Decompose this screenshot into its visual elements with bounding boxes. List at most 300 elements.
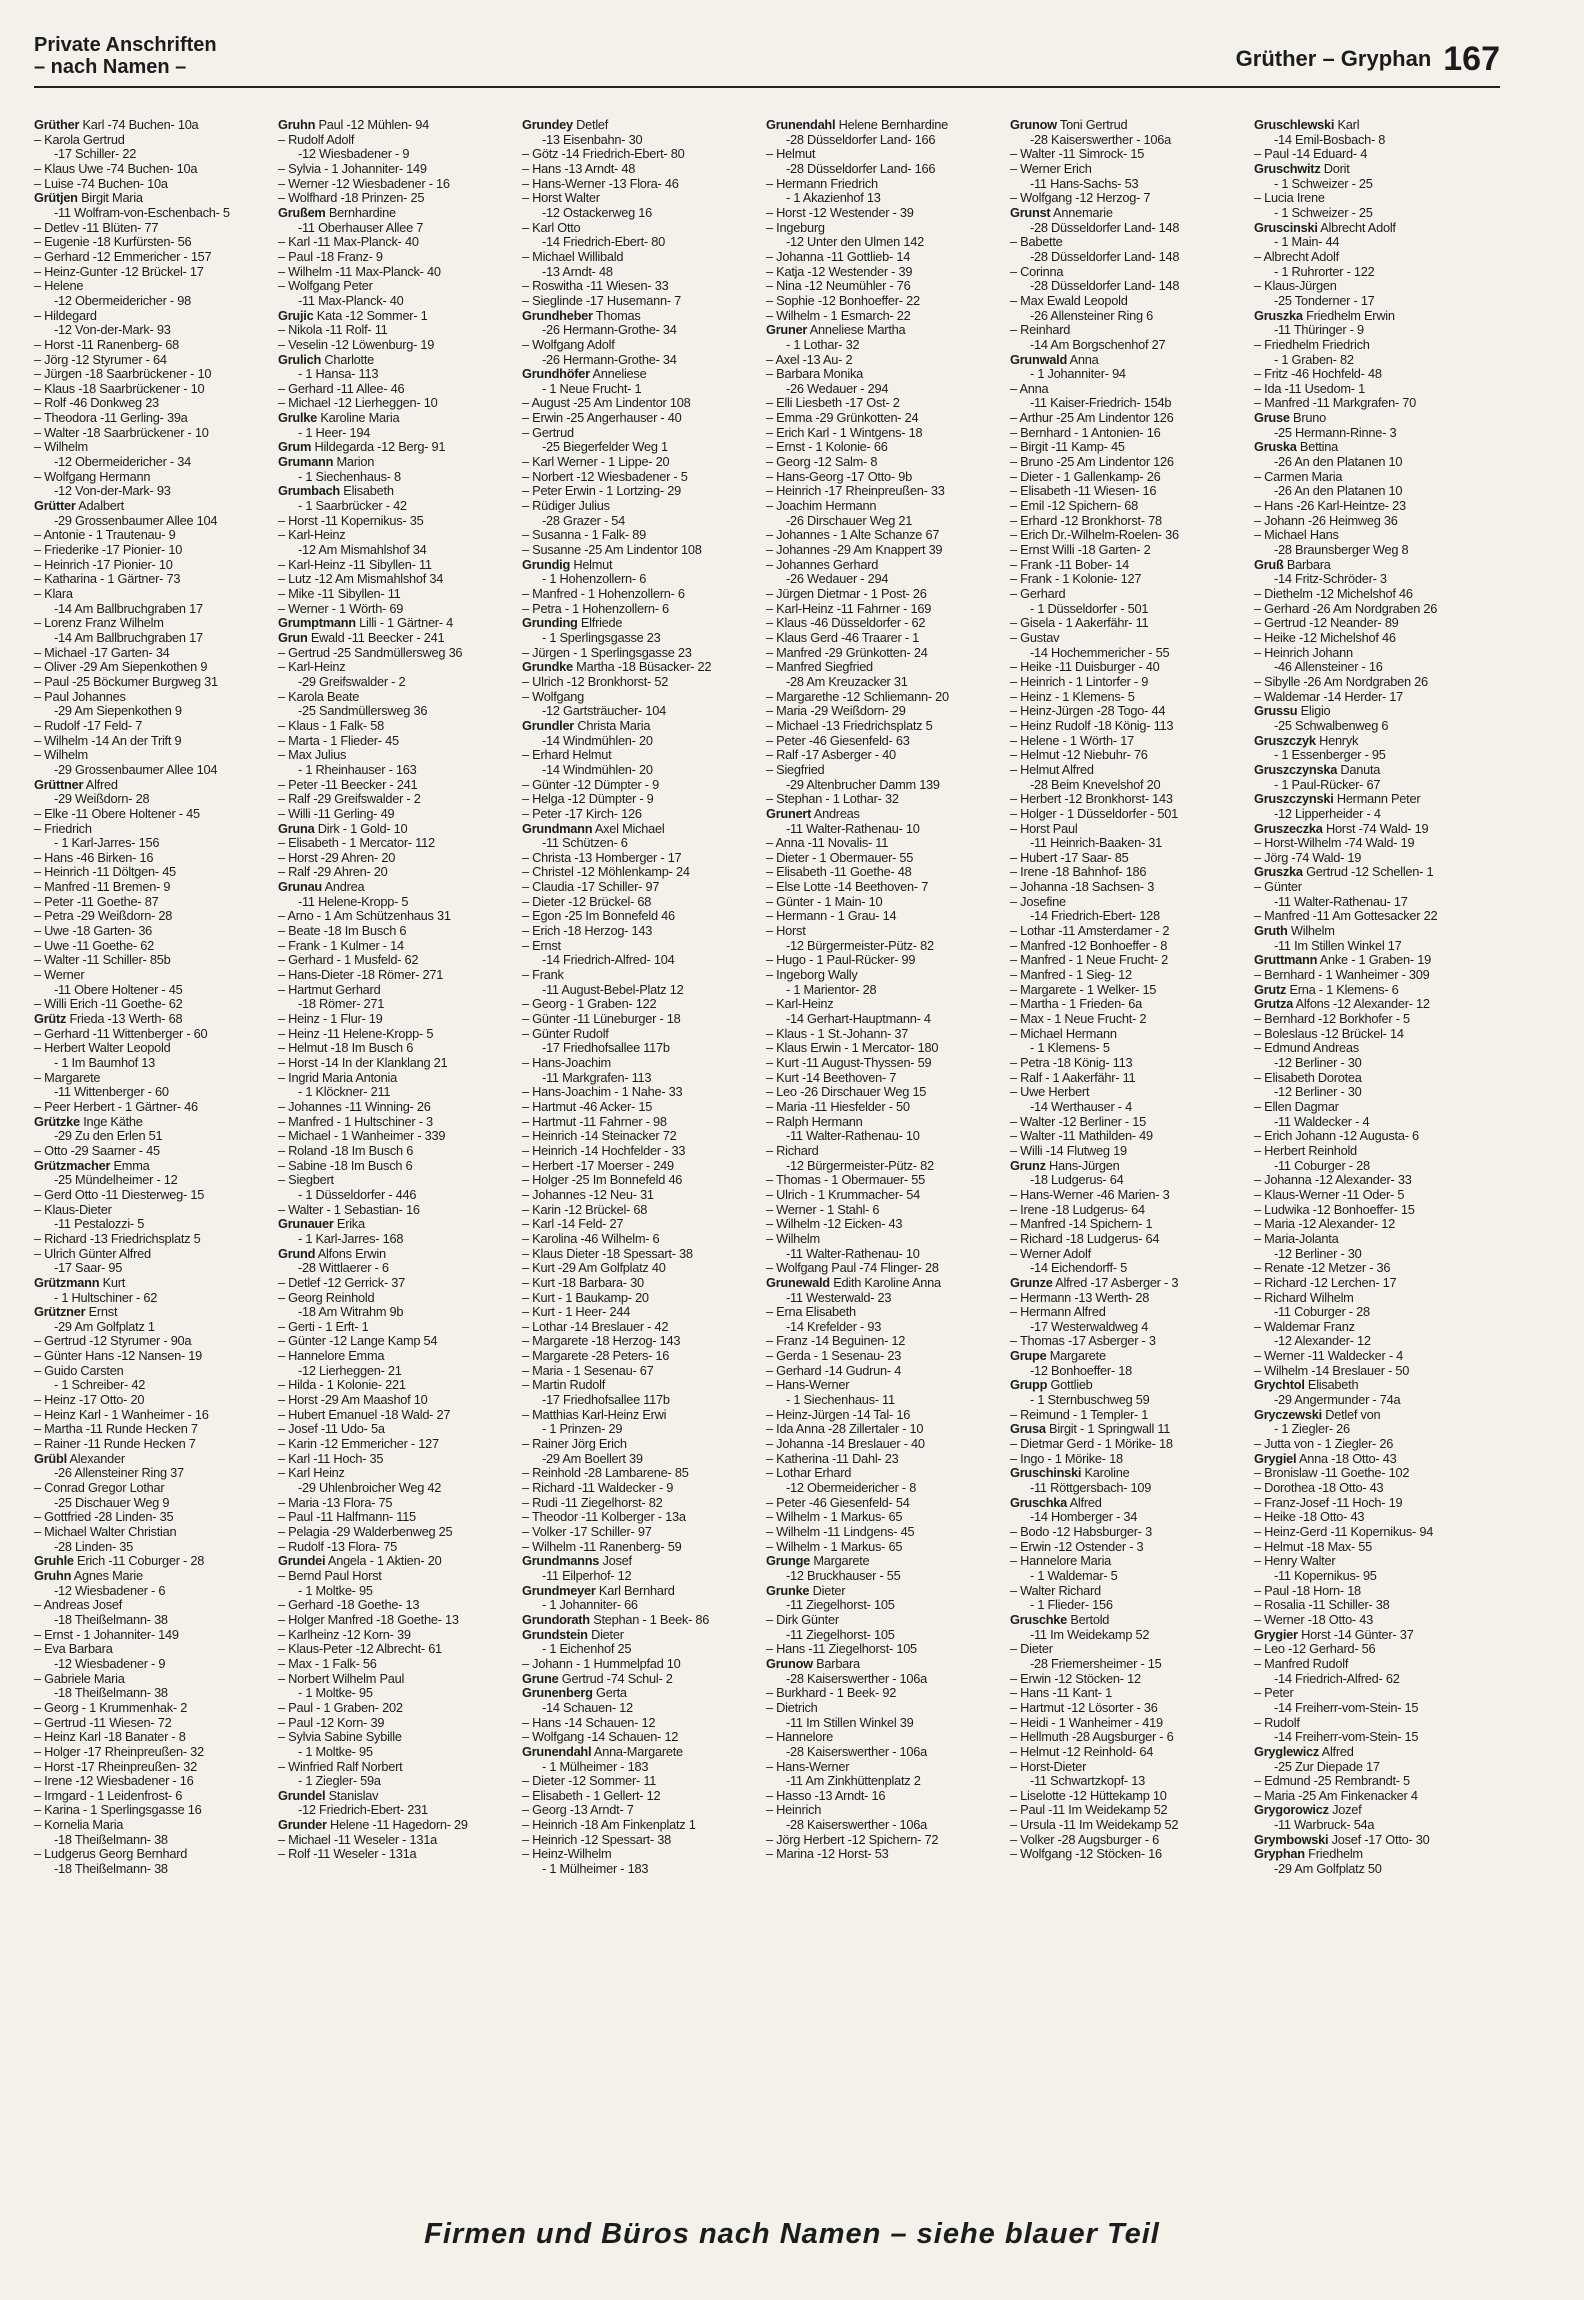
directory-entry: – Johannes -29 Am Knappert 39 — [766, 543, 943, 558]
surname: Gryglewicz — [1254, 1744, 1320, 1759]
directory-entry: -28 Düsseldorfer Land- 166 — [786, 132, 936, 147]
surname: Gruszka — [1254, 308, 1303, 323]
directory-entry: - 1 Siechenhaus- 8 — [298, 469, 401, 484]
directory-entry: – Pelagia -29 Walderbenweg 25 — [278, 1525, 453, 1539]
directory-entry: – Gerhard -11 Wittenberger - 60 — [34, 1026, 208, 1041]
directory-entry: - 1 Moltke- 95 — [298, 1686, 373, 1701]
directory-entry: – Hermann - 1 Grau- 14 — [766, 909, 897, 924]
surname-entry: Gruttmann Anke - 1 Graben- 19 — [1254, 953, 1431, 968]
directory-entry: -12 Bonhoeffer- 18 — [1030, 1363, 1132, 1378]
directory-entry: – Babette — [1010, 235, 1063, 250]
directory-entry: – Wilhelm -14 An der Trift 9 — [34, 733, 182, 748]
directory-entry: - 1 Klemens- 5 — [1030, 1041, 1110, 1056]
directory-entry: – Diethelm -12 Michelshof 46 — [1254, 587, 1413, 601]
directory-entry: – Michael -17 Garten- 34 — [34, 645, 170, 660]
surname-entry: Grundey Detlef — [522, 118, 609, 132]
directory-entry: – Michael Hans — [1254, 528, 1339, 543]
directory-entry: -28 Grazer - 54 — [542, 513, 626, 528]
surname-entry: Grymbowski Josef -17 Otto- 30 — [1254, 1832, 1430, 1847]
directory-entry: – Michael -12 Lierheggen- 10 — [278, 396, 438, 411]
directory-entry: – Heinz-Jürgen -14 Tal- 16 — [766, 1407, 911, 1422]
directory-entry: – Arthur -25 Am Lindentor 126 — [1010, 411, 1174, 426]
directory-entry: -14 Windmühlen- 20 — [542, 762, 653, 777]
directory-entry: -28 Linden- 35 — [54, 1539, 134, 1554]
directory-entry: -28 Kaiserswerther - 106a — [786, 1671, 927, 1686]
directory-entry: – Irmgard - 1 Leidenfrost- 6 — [34, 1788, 183, 1803]
directory-entry: – Karin -12 Brückel- 68 — [522, 1202, 648, 1217]
surname-entry: Gruszczyk Henryk — [1254, 733, 1359, 748]
directory-entry: – Thomas - 1 Obermauer- 55 — [766, 1173, 925, 1188]
directory-entry: – Franz -14 Beguinen- 12 — [766, 1334, 906, 1349]
directory-entry: – Johanna -18 Sachsen- 3 — [1010, 880, 1155, 895]
directory-entry: – Hans-Joachim — [522, 1056, 611, 1070]
directory-entry: - 1 Hohenzollern- 6 — [542, 572, 647, 587]
surname: Gruhn — [34, 1568, 72, 1583]
directory-entry: – Gerda - 1 Sesenau- 23 — [766, 1349, 902, 1364]
directory-entry: – Werner — [34, 968, 85, 983]
directory-entry: – Jörg -12 Styrumer - 64 — [34, 352, 167, 367]
footer-note: Firmen und Büros nach Namen – siehe blauer Teil — [424, 2218, 1160, 2250]
directory-entry: – Michael Hermann — [1010, 1026, 1117, 1041]
surname-entry: Grundel Stanislav — [278, 1788, 379, 1803]
directory-entry: -28 Braunsberger Weg 8 — [1274, 543, 1409, 558]
directory-entry: – Bronislaw -11 Goethe- 102 — [1254, 1466, 1410, 1481]
surname-entry: Grygiel Anna -18 Otto- 43 — [1254, 1451, 1397, 1466]
directory-entry: – Paul -18 Horn- 18 — [1254, 1583, 1361, 1598]
surname-entry: Grumbach Elisabeth — [278, 484, 394, 499]
directory-entry: – Axel -13 Au- 2 — [766, 352, 853, 367]
directory-entry: – Gertrud -25 Sandmüllersweg 36 — [278, 645, 463, 660]
directory-entry: – Herbert Walter Leopold — [34, 1041, 171, 1056]
directory-entry: – Karina - 1 Sperlingsgasse 16 — [34, 1803, 202, 1818]
directory-entry: – Maria -11 Hiesfelder - 50 — [766, 1099, 910, 1114]
directory-entry: – Werner -11 Waldecker - 4 — [1254, 1349, 1404, 1364]
directory-entry: – Heinz Rudolf -18 König- 113 — [1010, 718, 1174, 733]
directory-entry: -12 Am Mismahlshof 34 — [298, 543, 427, 558]
directory-entry: - 1 Sternbuschweg 59 — [1030, 1393, 1150, 1408]
directory-entry: -28 Friemersheimer - 15 — [1030, 1656, 1162, 1671]
directory-entry: -29 Grossenbaumer Allee 104 — [54, 762, 218, 777]
directory-entry: – Heinrich -11 Döltgen- 45 — [34, 865, 176, 880]
directory-entry: – Klaus-Peter -12 Albrecht- 61 — [278, 1642, 442, 1657]
surname-entry: Grunke Dieter — [766, 1583, 846, 1598]
directory-entry: – Wolfgang — [522, 689, 585, 704]
directory-entry: – Gabriele Maria — [34, 1671, 125, 1686]
directory-entry: -12 Berliner - 30 — [1274, 1056, 1362, 1070]
directory-entry: -12 Wiesbadener - 9 — [298, 147, 410, 162]
directory-entry: -11 Coburger - 28 — [1274, 1305, 1370, 1320]
surname-entry: Grübl Alexander — [34, 1451, 125, 1466]
directory-entry: – Leo -12 Gerhard- 56 — [1254, 1642, 1376, 1657]
directory-entry: – Johanna -11 Gottlieb- 14 — [766, 249, 911, 264]
directory-entry: -25 Tonderner - 17 — [1274, 293, 1375, 308]
surname: Gryphan — [1254, 1847, 1305, 1862]
surname-entry: Grunert Andreas — [766, 806, 860, 821]
directory-entry: – Nina -12 Neumühler - 76 — [766, 279, 911, 294]
directory-entry: -12 Berliner - 30 — [1274, 1246, 1362, 1261]
directory-entry: – Rudolf -13 Flora- 75 — [278, 1539, 397, 1554]
surname: Gruth — [1254, 924, 1288, 939]
page-range — [1236, 40, 1500, 79]
directory-column — [1254, 118, 1498, 2180]
directory-entry: -17 Schiller- 22 — [54, 147, 137, 162]
directory-entry: -29 Am Golfplatz 50 — [1274, 1862, 1382, 1877]
directory-entry: – Johanna -14 Breslauer - 40 — [766, 1437, 925, 1452]
directory-entry: – Klaus Gerd -46 Traarer - 1 — [766, 630, 920, 645]
directory-entry: – Helga -12 Dümpter - 9 — [522, 792, 654, 807]
directory-entry: - 1 Johanniter- 66 — [542, 1598, 638, 1613]
directory-entry: – Petra - 1 Hohenzollern- 6 — [522, 601, 669, 616]
directory-entry: – Michael -11 Weseler - 131a — [278, 1832, 437, 1847]
surname-entry: Gruna Dirk - 1 Gold- 10 — [278, 821, 408, 836]
directory-entry: – Arno - 1 Am Schützenhaus 31 — [278, 909, 451, 924]
directory-entry: – Ernst — [522, 938, 561, 953]
surname-entry: Grusa Birgit - 1 Springwall 11 — [1010, 1422, 1171, 1437]
directory-entry: -14 Schauen- 12 — [542, 1700, 633, 1715]
surname: Grupe — [1010, 1349, 1047, 1364]
surname: Gruse — [1254, 411, 1290, 426]
directory-entry: – Marina -12 Horst- 53 — [766, 1847, 889, 1862]
directory-entry: – Anna -11 Novalis- 11 — [766, 836, 889, 851]
directory-entry: – Paul -18 Franz- 9 — [278, 249, 383, 264]
directory-entry: – Wilhelm - 1 Esmarch- 22 — [766, 308, 911, 323]
surname: Grundel — [278, 1788, 326, 1803]
surname-entry: Grütjen Birgit Maria — [34, 191, 143, 206]
directory-entry: – Hans -11 Kant- 1 — [1010, 1686, 1112, 1701]
directory-entry: -11 Schützen- 6 — [542, 836, 628, 851]
directory-entry: – Carmen Maria — [1254, 469, 1343, 484]
directory-entry: – Hilda - 1 Kolonie- 221 — [278, 1378, 406, 1393]
directory-entry: – Sabine -18 Im Busch 6 — [278, 1158, 413, 1173]
directory-entry: – Martha -11 Runde Hecken 7 — [34, 1422, 198, 1437]
directory-entry: – Birgit -11 Kamp- 45 — [1010, 440, 1125, 455]
directory-entry: – Reinhold -28 Lambarene- 85 — [522, 1466, 689, 1481]
directory-entry: – Thomas -17 Asberger - 3 — [1010, 1334, 1156, 1349]
directory-entry: – Klaus-Dieter — [34, 1202, 112, 1217]
surname-entry: Grupp Gottlieb — [1010, 1378, 1093, 1393]
directory-entry: -14 Friedrich-Alfred- 104 — [542, 953, 675, 968]
directory-entry: -25 Zur Diepade 17 — [1274, 1759, 1380, 1774]
directory-entry: – Martin Rudolf — [522, 1378, 606, 1393]
directory-entry: – Horst-Wilhelm -74 Wald- 19 — [1254, 836, 1415, 851]
directory-entry: -14 Friedrich-Alfred- 62 — [1274, 1671, 1400, 1686]
directory-entry: – Richard -13 Friedrichsplatz 5 — [34, 1231, 201, 1246]
directory-entry: – Hermann Friedrich — [766, 176, 878, 191]
surname-entry: Gruscinski Albrecht Adolf — [1254, 220, 1396, 235]
directory-entry: – Heike -18 Otto- 43 — [1254, 1510, 1365, 1525]
directory-entry: – Holger Manfred -18 Goethe- 13 — [278, 1612, 459, 1627]
surname-entry: Grunewald Edith Karoline Anna — [766, 1275, 941, 1290]
directory-entry: – Rosalia -11 Schiller- 38 — [1254, 1598, 1390, 1613]
directory-entry: – Helmut -12 Niebuhr- 76 — [1010, 748, 1148, 763]
directory-entry: – Elisabeth Dorotea — [1254, 1070, 1362, 1085]
directory-entry: -11 Westerwald- 23 — [786, 1290, 892, 1305]
directory-entry: -12 Berliner - 30 — [1274, 1085, 1362, 1100]
surname: Grunwald — [1010, 352, 1068, 367]
surname-entry: Grulke Karoline Maria — [278, 411, 400, 426]
directory-entry: – Conrad Gregor Lothar — [34, 1481, 165, 1496]
directory-entry: – Willi -11 Gerling- 49 — [278, 806, 395, 821]
directory-entry: -11 Eilperhof- 12 — [542, 1568, 632, 1583]
directory-entry: – Rainer -11 Runde Hecken 7 — [34, 1437, 196, 1452]
directory-entry: – Friederike -17 Pionier- 10 — [34, 543, 183, 558]
directory-entry: – Susanna - 1 Falk- 89 — [522, 528, 646, 543]
directory-entry: – Manfred - 1 Neue Frucht- 2 — [1010, 953, 1169, 968]
surname-entry: Gryczewski Detlef von — [1254, 1407, 1381, 1422]
directory-entry: – Friedhelm Friedrich — [1254, 337, 1370, 352]
surname: Grundheber — [522, 308, 593, 323]
directory-entry: – Richard -18 Ludgerus- 64 — [1010, 1231, 1160, 1246]
directory-entry: -18 Theißelmann- 38 — [54, 1612, 168, 1627]
directory-entry: – Michael Willibald — [522, 249, 624, 264]
directory-entry: -12 Von-der-Mark- 93 — [54, 323, 171, 338]
surname-entry: Grunwald Anna — [1010, 352, 1099, 367]
directory-entry: – Werner -18 Otto- 43 — [1254, 1612, 1373, 1627]
directory-entry: – Rolf -46 Donkweg 23 — [34, 396, 159, 411]
directory-entry: – Karl-Heinz — [766, 997, 834, 1012]
directory-entry: – Hans-Werner — [766, 1378, 850, 1393]
directory-entry: – Richard -11 Waldecker - 9 — [522, 1481, 674, 1496]
surname: Grygier — [1254, 1627, 1298, 1642]
directory-entry: – Maria -12 Alexander- 12 — [1254, 1217, 1395, 1232]
directory-entry: – Walter -12 Berliner - 15 — [1010, 1114, 1146, 1129]
directory-entry: – Theodora -11 Gerling- 39a — [34, 411, 188, 426]
directory-entry: – Klaus -46 Düsseldorfer - 62 — [766, 616, 926, 631]
directory-entry: – Werner -12 Wiesbadener - 16 — [278, 176, 450, 191]
directory-entry: – Norbert Wilhelm Paul — [278, 1671, 405, 1686]
directory-entry: -11 Coburger - 28 — [1274, 1158, 1370, 1173]
directory-entry: – Werner - 1 Wörth- 69 — [278, 601, 404, 616]
directory-entry: - 1 Flieder- 156 — [1030, 1598, 1113, 1613]
surname-entry: Grundstein Dieter — [522, 1627, 624, 1642]
directory-entry: – Ingeburg — [766, 220, 825, 235]
surname: Grumptmann — [278, 616, 356, 631]
directory-entry: – Dietrich — [766, 1700, 818, 1715]
directory-entry: – Gerhard -18 Goethe- 13 — [278, 1598, 420, 1613]
directory-entry: - 1 Düsseldorfer - 501 — [1030, 601, 1149, 616]
directory-entry: -28 Düsseldorfer Land- 148 — [1030, 279, 1180, 294]
directory-entry: – Rüdiger Julius — [522, 499, 610, 514]
directory-entry: – Lucia Irene — [1254, 191, 1325, 206]
directory-entry: -12 Bürgermeister-Pütz- 82 — [786, 1158, 934, 1173]
surname-entry: Grund Alfons Erwin — [278, 1246, 386, 1261]
directory-entry: – Siegbert — [278, 1173, 334, 1188]
directory-entry: – Burkhard - 1 Beek- 92 — [766, 1686, 897, 1701]
directory-entry: – Nikola -11 Rolf- 11 — [278, 323, 388, 338]
directory-entry: – Heinz Karl - 1 Wanheimer - 16 — [34, 1407, 209, 1422]
directory-entry: – Bernhard - 1 Antonien- 16 — [1010, 425, 1161, 440]
directory-entry: – Klaus-Werner -11 Oder- 5 — [1254, 1187, 1405, 1202]
directory-entry: – Wolfgang Adolf — [522, 337, 615, 352]
directory-entry: – Georg - 1 Krummenhak- 2 — [34, 1700, 188, 1715]
surname: Grützmacher — [34, 1158, 111, 1173]
directory-entry: – Margarethe -12 Schliemann- 20 — [766, 689, 949, 704]
directory-entry: – Paul -11 Halfmann- 115 — [278, 1510, 416, 1525]
directory-entry: – Heinrich — [766, 1803, 822, 1818]
directory-entry: -14 Friedrich-Ebert- 128 — [1030, 909, 1160, 924]
directory-entry: – Uwe -11 Goethe- 62 — [34, 938, 154, 953]
directory-entry: – Sibylle -26 Am Nordgraben 26 — [1254, 674, 1428, 689]
directory-entry: – Horst -17 Rheinpreußen- 32 — [34, 1759, 198, 1774]
directory-entry: -14 Krefelder - 93 — [786, 1319, 882, 1334]
directory-entry: – Walter -18 Saarbrückener - 10 — [34, 425, 209, 440]
directory-entry: -11 Markgrafen- 113 — [542, 1070, 652, 1085]
surname: Grupp — [1010, 1378, 1048, 1393]
directory-entry: -26 Hermann-Grothe- 34 — [542, 352, 677, 367]
directory-entry: – Horst -11 Kopernikus- 35 — [278, 513, 424, 528]
surname-entry: Grujic Kata -12 Sommer- 1 — [278, 308, 428, 323]
directory-entry: -29 Greifswalder - 2 — [298, 674, 406, 689]
directory-entry: – Hubert -17 Saar- 85 — [1010, 850, 1129, 865]
directory-entry: – Gertrud -12 Styrumer - 90a — [34, 1334, 192, 1349]
directory-entry: - 1 Main- 44 — [1274, 235, 1340, 250]
surname-entry: Grundmanns Josef — [522, 1554, 632, 1569]
surname-entry: Gruska Bettina — [1254, 440, 1339, 455]
surname: Grunendahl — [522, 1744, 592, 1759]
directory-entry: – Bernd Paul Horst — [278, 1568, 382, 1583]
directory-entry: -25 Hermann-Rinne- 3 — [1274, 425, 1397, 440]
directory-entry: – Heinrich -12 Spessart- 38 — [522, 1832, 672, 1847]
directory-entry: – Eugenie -18 Kurfürsten- 56 — [34, 235, 192, 250]
directory-entry: -18 Römer- 271 — [298, 997, 385, 1012]
directory-entry: – Uwe -18 Garten- 36 — [34, 924, 153, 939]
directory-entry: – Erwin -12 Ostender - 3 — [1010, 1539, 1144, 1554]
directory-entry: – Kurt -29 Am Golfplatz 40 — [522, 1261, 666, 1276]
surname: Grulke — [278, 411, 318, 426]
directory-entry: – Claudia -17 Schiller- 97 — [522, 880, 660, 895]
surname: Grundorath — [522, 1612, 590, 1627]
directory-entry: – Jürgen -18 Saarbrückener - 10 — [34, 367, 212, 382]
directory-entry: -25 Biegerfelder Weg 1 — [542, 440, 668, 455]
surname-entry: Grussu Eligio — [1254, 704, 1331, 719]
directory-entry: - 1 Prinzen- 29 — [542, 1422, 623, 1437]
surname: Gruner — [766, 323, 808, 338]
directory-entry: -29 Am Golfplatz 1 — [54, 1319, 155, 1334]
directory-entry: – Volker -28 Augsburger - 6 — [1010, 1832, 1160, 1847]
surname-entry: Grunow Toni Gertrud — [1010, 118, 1128, 132]
directory-entry: -11 Walter-Rathenau- 10 — [786, 821, 920, 836]
directory-entry: – Waldemar -14 Herder- 17 — [1254, 689, 1404, 704]
directory-entry: – Erwin -25 Angerhauser - 40 — [522, 411, 682, 426]
directory-entry: – Gertrud — [522, 425, 574, 440]
directory-entry: – Gerhard -26 Am Nordgraben 26 — [1254, 601, 1438, 616]
surname: Grumann — [278, 455, 334, 470]
directory-entry: -12 Obermeidericher - 98 — [54, 293, 191, 308]
directory-entry: -12 Bürgermeister-Pütz- 82 — [786, 938, 934, 953]
directory-entry: – Peter Erwin - 1 Lortzing- 29 — [522, 484, 681, 499]
directory-entry: – Guido Carsten — [34, 1363, 124, 1378]
directory-entry: – Paul -14 Eduard- 4 — [1254, 147, 1368, 162]
surname-entry: Gruhle Erich -11 Coburger - 28 — [34, 1554, 205, 1569]
directory-entry: – Georg -13 Arndt- 7 — [522, 1803, 634, 1818]
directory-entry: -11 Kopernikus- 95 — [1274, 1568, 1377, 1583]
surname-entry: Grüther Karl -74 Buchen- 10a — [34, 118, 199, 132]
directory-entry: -14 Fritz-Schröder- 3 — [1274, 572, 1387, 587]
directory-entry: -46 Allensteiner - 16 — [1274, 660, 1383, 675]
surname: Grunau — [278, 880, 323, 895]
directory-entry: – Uwe Herbert — [1010, 1085, 1090, 1100]
directory-entry: – Karl-Heinz — [278, 660, 346, 675]
directory-entry: – Boleslaus -12 Brückel- 14 — [1254, 1026, 1404, 1041]
directory-entry: – Manfred -11 Markgrafen- 70 — [1254, 396, 1417, 411]
directory-entry: -11 Schwartzkopf- 13 — [1030, 1774, 1145, 1789]
directory-entry: -12 Unter den Ulmen 142 — [786, 235, 924, 250]
directory-entry: – Wilhelm - 1 Markus- 65 — [766, 1510, 903, 1525]
surname: Grundmanns — [522, 1554, 600, 1569]
directory-entry: -28 Beim Knevelshof 20 — [1030, 777, 1161, 792]
surname-entry: Grunendahl Helene Bernhardine — [766, 118, 948, 132]
directory-entry: – Hannelore — [766, 1730, 833, 1745]
directory-entry: – Karl Werner - 1 Lippe- 20 — [522, 455, 670, 470]
directory-entry: – Gerti - 1 Erft- 1 — [278, 1319, 369, 1334]
directory-entry: – Rudolf Adolf — [278, 132, 355, 147]
directory-entry: – Theodor -11 Kolberger - 13a — [522, 1510, 686, 1525]
directory-entry: – Klaus-Jürgen — [1254, 279, 1337, 294]
directory-entry: – Hartmut -46 Acker- 15 — [522, 1099, 653, 1114]
directory-entry: -11 Warbruck- 54a — [1274, 1818, 1375, 1833]
directory-entry: – Maria -13 Flora- 75 — [278, 1495, 393, 1510]
directory-entry: – Heinz -11 Helene-Kropp- 5 — [278, 1026, 434, 1041]
directory-entry: – Elke -11 Obere Holtener - 45 — [34, 806, 200, 821]
directory-entry: – Helmut -12 Reinhold- 64 — [1010, 1744, 1154, 1759]
directory-entry: – Karl-Heinz -11 Sibyllen- 11 — [278, 557, 432, 572]
directory-entry: – Hugo - 1 Paul-Rücker- 99 — [766, 953, 916, 968]
directory-entry: -29 Grossenbaumer Allee 104 — [54, 513, 218, 528]
directory-entry: - 1 Lothar- 32 — [786, 337, 860, 352]
directory-entry: - 1 Karl-Jarres- 156 — [54, 836, 160, 851]
directory-entry: – Georg - 1 Graben- 122 — [522, 997, 657, 1012]
directory-entry: – Johann -26 Heimweg 36 — [1254, 513, 1398, 528]
surname-entry: Grupe Margarete — [1010, 1349, 1106, 1364]
surname: Grusa — [1010, 1422, 1046, 1437]
directory-entry: – Ralph Hermann — [766, 1114, 863, 1129]
directory-entry: -11 Wittenberger - 60 — [54, 1085, 169, 1100]
directory-entry: – Heinz-Gerd -11 Kopernikus- 94 — [1254, 1525, 1434, 1539]
directory-entry: – Johanna -12 Alexander- 33 — [1254, 1173, 1412, 1188]
directory-entry: - 1 Mülheimer - 183 — [542, 1862, 649, 1877]
directory-entry: – Peter — [1254, 1686, 1294, 1701]
directory-entry: – Dieter - 1 Gallenkamp- 26 — [1010, 469, 1161, 484]
directory-entry: -11 Max-Planck- 40 — [298, 293, 404, 308]
directory-entry: -28 Düsseldorfer Land- 148 — [1030, 249, 1180, 264]
directory-entry: – Peter -17 Kirch- 126 — [522, 806, 642, 821]
directory-entry: -26 An den Platanen 10 — [1274, 484, 1403, 499]
directory-entry: -26 Wedauer - 294 — [786, 572, 889, 587]
surname: Grymbowski — [1254, 1832, 1329, 1847]
directory-entry: – Heinrich -14 Hochfelder - 33 — [522, 1143, 686, 1158]
directory-entry: -17 Westerwaldweg 4 — [1030, 1319, 1149, 1334]
directory-entry: – Johann - 1 Hummelpfad 10 — [522, 1656, 681, 1671]
directory-entry: -12 Wiesbadener - 6 — [54, 1583, 166, 1598]
directory-entry: – Karl-Heinz — [278, 528, 346, 543]
surname: Grunz — [1010, 1158, 1046, 1173]
directory-entry: – Hannelore Emma — [278, 1349, 385, 1364]
directory-entry: - 1 Marientor- 28 — [786, 982, 877, 997]
directory-entry: – Hans -11 Ziegelhorst- 105 — [766, 1642, 917, 1657]
directory-entry: – Ralf -29 Ahren- 20 — [278, 865, 388, 880]
directory-entry: - 1 Hansa- 113 — [298, 367, 379, 382]
directory-entry: – Wilhelm -11 Max-Planck- 40 — [278, 264, 441, 279]
directory-entry: – Elisabeth -11 Goethe- 48 — [766, 865, 912, 880]
directory-entry: – Detlev -11 Blüten- 77 — [34, 220, 159, 235]
directory-entry: – Dirk Günter — [766, 1612, 839, 1627]
surname: Grunke — [766, 1583, 810, 1598]
directory-entry: – Holger -25 Im Bonnefeld 46 — [522, 1173, 683, 1188]
surname: Gruszczynska — [1254, 762, 1338, 777]
directory-entry: – Horst -29 Am Maashof 10 — [278, 1393, 428, 1408]
directory-entry: - 1 Neue Frucht- 1 — [542, 381, 642, 396]
surname-entry: Gryphan Friedhelm — [1254, 1847, 1363, 1862]
